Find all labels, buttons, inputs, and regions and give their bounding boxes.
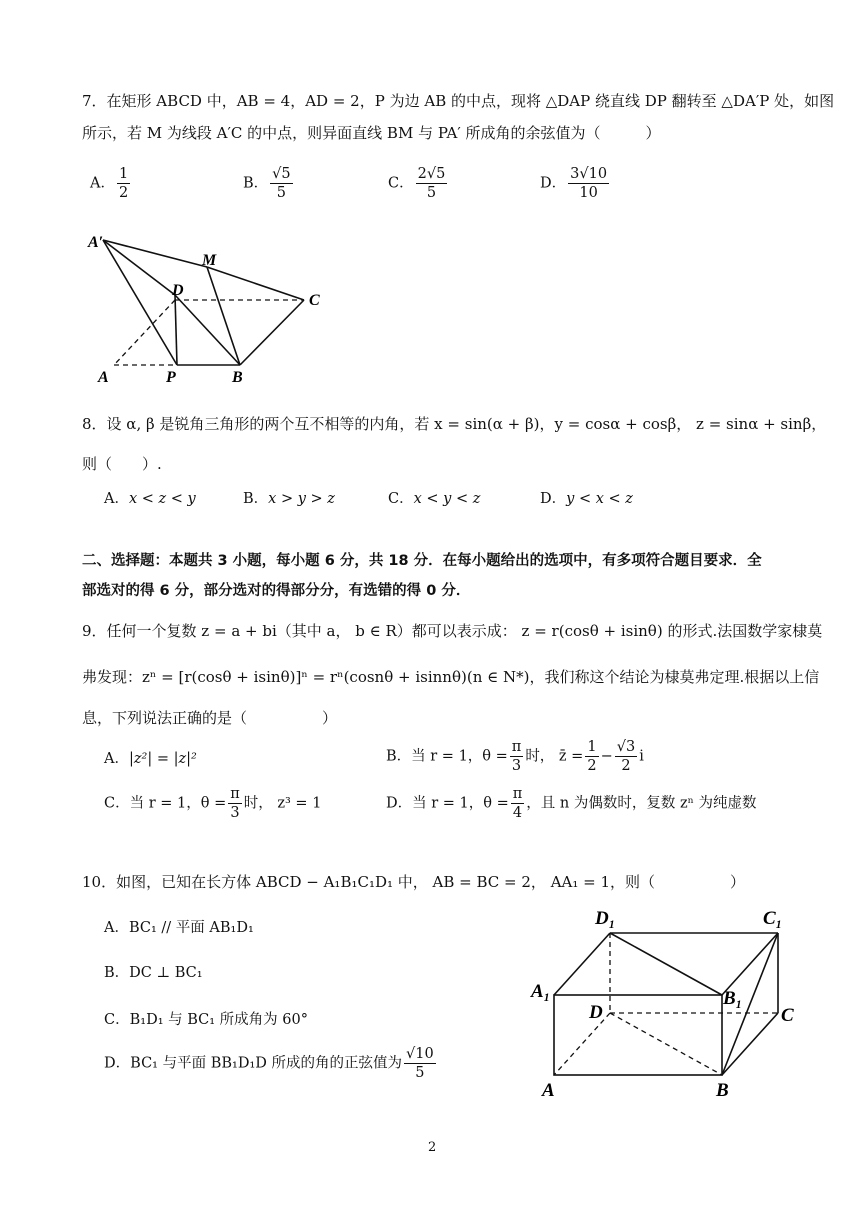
front-face <box>554 995 722 1075</box>
fraction <box>117 165 130 202</box>
fraction <box>511 785 525 822</box>
q8-stem-line2: 则（ ）. <box>82 455 162 473</box>
edge-d-p <box>175 295 177 365</box>
q8-option-a[interactable] <box>104 488 196 510</box>
section-2-header-line1: 二、选择题：本题共 3 小题，每小题 6 分，共 18 分．在每小题给出的选项中，有多项符合题目要求．全 <box>82 553 762 569</box>
label-d1: D₁ <box>595 908 616 929</box>
option-label: A． <box>104 491 129 507</box>
label-a: A <box>98 369 109 386</box>
q10-option-b[interactable] <box>104 962 203 984</box>
edge-b-c <box>722 1013 778 1075</box>
option-label: D． <box>540 175 567 192</box>
denominator: 3 <box>230 805 240 821</box>
fraction <box>510 738 524 775</box>
denominator: 10 <box>579 185 598 201</box>
edge-a1-d <box>103 240 175 295</box>
option-text: ，且 n 为偶数时，复数 zⁿ 为纯虚数 <box>526 795 757 812</box>
edge-m-c <box>207 267 304 300</box>
option-label: D． <box>386 795 413 812</box>
edge-a1-m <box>103 240 207 267</box>
numerator: π <box>511 739 522 755</box>
edge-m-b <box>207 267 240 365</box>
minus-sign: − <box>600 748 613 765</box>
edge-b1-c1 <box>722 933 778 995</box>
edge-a1-d1 <box>554 933 610 995</box>
q9-stem-line1: 9．任何一个复数 z = a + bi（其中 a， b ∈ R）都可以表示成： z = r(cosθ + isinθ) 的形式.法国数学家棣莫 <box>82 622 823 640</box>
q8-stem-line1: 8．设 α, β 是锐角三角形的两个互不相等的内角，若 x = sin(α + β)，y = cosα + cosβ， z = sinα + sinβ， <box>82 415 827 433</box>
q10-option-c[interactable] <box>104 1009 308 1031</box>
label-b: B <box>232 369 243 386</box>
edge-d-b <box>175 295 240 365</box>
q7-option-a[interactable] <box>90 165 132 202</box>
option-label: B． <box>243 491 269 507</box>
option-label: C． <box>104 795 130 812</box>
option-text: 时， z̄ = <box>525 748 584 765</box>
option-text: DC ⊥ BC₁ <box>129 965 203 981</box>
option-text: 当 r = 1，θ = <box>411 748 508 765</box>
label-d: D <box>172 282 184 299</box>
q7-figure <box>80 225 340 395</box>
option-label: C． <box>388 491 414 507</box>
option-label: D． <box>540 491 567 507</box>
q10-stem: 10．如图，已知在长方体 ABCD − A₁B₁C₁D₁ 中， AB = BC = 2， AA₁ = 1，则（ ） <box>82 873 746 891</box>
denominator: 5 <box>415 1065 425 1081</box>
option-text: i <box>639 748 644 765</box>
option-text: x > y > z <box>268 491 335 507</box>
option-text: 时， z³ = 1 <box>243 795 322 812</box>
option-label: A． <box>104 751 129 767</box>
option-label: B． <box>243 175 269 192</box>
q9-stem-line3: 息，下列说法正确的是（ ） <box>82 709 338 727</box>
label-b1: B₁ <box>723 988 743 1009</box>
label-m: M <box>202 252 217 269</box>
q7-option-c[interactable] <box>388 165 449 202</box>
diag-d1-b1 <box>610 933 722 995</box>
numerator: 2√5 <box>417 166 446 182</box>
label-d: D <box>589 1002 603 1023</box>
numerator: 1 <box>118 166 129 182</box>
fraction <box>270 165 292 202</box>
numerator: 3√10 <box>570 166 608 182</box>
option-text: |z²| = |z|² <box>128 751 197 767</box>
denominator: 4 <box>512 805 523 821</box>
option-label: B． <box>386 748 412 765</box>
numerator: 1 <box>587 739 597 755</box>
numerator: √5 <box>272 166 291 182</box>
q8-option-b[interactable] <box>243 488 335 510</box>
denominator: 2 <box>621 758 631 774</box>
q8-option-d[interactable] <box>540 488 633 510</box>
q10-cuboid-figure <box>525 900 800 1105</box>
q7-stem-line2: 所示，若 M 为线段 A′C 的中点，则异面直线 BM 与 PA′ 所成角的余弦值为（ ） <box>82 124 661 142</box>
q9-option-c[interactable] <box>104 785 321 822</box>
q9-option-d[interactable] <box>386 785 756 822</box>
q9-option-a[interactable] <box>104 748 197 770</box>
option-label: B． <box>104 965 130 981</box>
label-b: B <box>716 1080 729 1101</box>
label-a-prime: A′ <box>88 234 104 251</box>
edge-a1-p <box>103 240 177 365</box>
denominator: 5 <box>426 185 437 201</box>
label-a: A <box>542 1080 555 1101</box>
q9-stem-line2: 弗发现：zⁿ = [r(cosθ + isinθ)]ⁿ = rⁿ(cosnθ + isinnθ)(n ∈ N*)，我们称这个结论为棣莫弗定理.根据以上信 <box>82 668 820 686</box>
option-label: C． <box>388 175 414 192</box>
edge-b-c <box>240 300 304 365</box>
option-text: 当 r = 1，θ = <box>129 795 227 812</box>
option-text: 当 r = 1，θ = <box>412 795 509 812</box>
option-text: x < y < z <box>413 491 481 507</box>
option-label: D． <box>104 1055 131 1072</box>
label-p: P <box>166 369 176 386</box>
numerator: π <box>230 786 240 802</box>
option-text: BC₁ // 平面 AB₁D₁ <box>128 920 254 936</box>
fraction <box>228 785 242 822</box>
denominator: 5 <box>276 185 286 201</box>
option-text: x < z < y <box>128 491 196 507</box>
option-label: A． <box>90 175 115 192</box>
label-c: C <box>309 292 320 309</box>
fraction <box>615 738 637 775</box>
denominator: 2 <box>118 185 129 201</box>
option-label: A． <box>104 920 129 936</box>
q10-option-a[interactable] <box>104 917 254 939</box>
q7-option-b[interactable] <box>243 165 295 202</box>
numerator: π <box>512 786 523 802</box>
option-text: B₁D₁ 与 BC₁ 所成角为 60° <box>129 1012 308 1028</box>
option-label: C． <box>104 1012 130 1028</box>
page-number: 2 <box>428 1140 437 1155</box>
label-a1: A₁ <box>531 981 551 1002</box>
option-text: BC₁ 与平面 BB₁D₁D 所成的角的正弦值为 <box>130 1055 402 1072</box>
numerator: √10 <box>406 1046 434 1062</box>
q7-stem-line1: 7．在矩形 ABCD 中，AB = 4，AD = 2，P 为边 AB 的中点，现将 △DAP 绕直线 DP 翻转至 △DA′P 处，如图 <box>82 92 835 110</box>
diag-d-b-dashed <box>610 1013 722 1075</box>
label-c: C <box>781 1005 794 1026</box>
fraction <box>585 738 598 775</box>
q8-option-c[interactable] <box>388 488 480 510</box>
fraction <box>404 1045 436 1082</box>
numerator: √3 <box>616 739 636 755</box>
option-text: y < x < z <box>566 491 633 507</box>
q10-option-d[interactable] <box>104 1045 438 1082</box>
section-2-header-line2: 部选对的得 6 分，部分选对的得部分分，有选错的得 0 分． <box>82 583 471 599</box>
label-c1: C₁ <box>763 908 783 929</box>
fraction <box>568 165 609 202</box>
fraction <box>416 165 448 202</box>
denominator: 2 <box>587 758 597 774</box>
denominator: 3 <box>511 758 522 774</box>
q9-option-b[interactable] <box>386 738 644 775</box>
q7-option-d[interactable] <box>540 165 611 202</box>
